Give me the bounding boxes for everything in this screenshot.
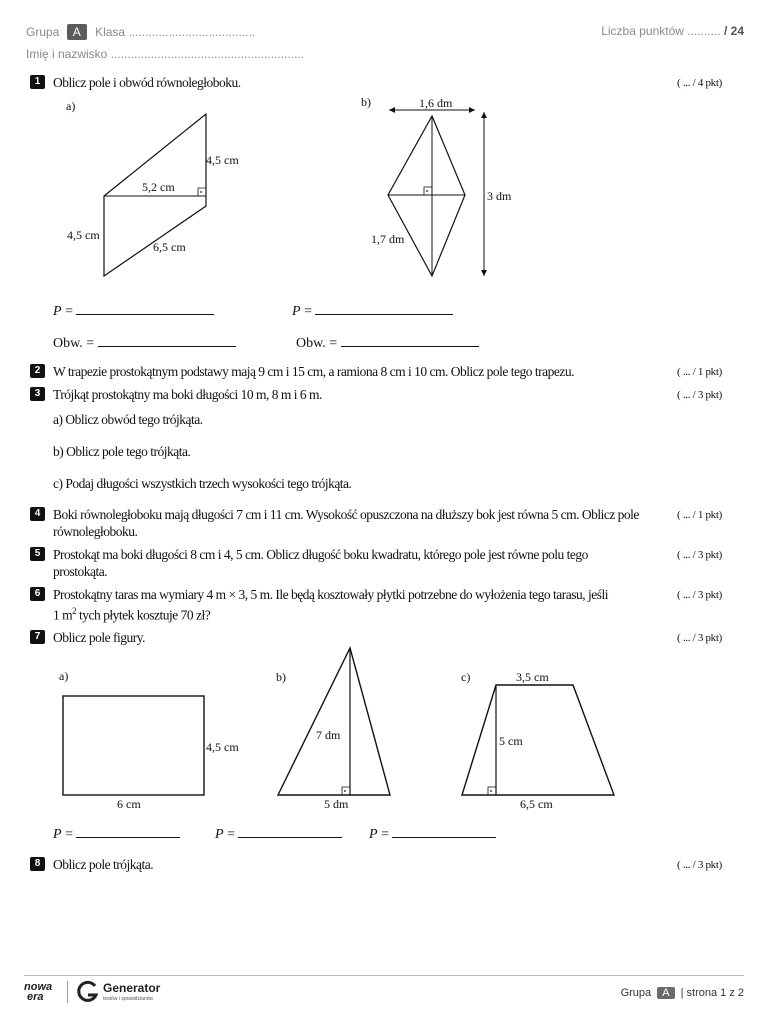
task-points: ( ... / 3 pkt): [677, 589, 722, 601]
task-text: Oblicz pole i obwód równoległoboku.: [53, 75, 241, 90]
trapezoid-figure: [455, 665, 625, 825]
task-number: 2: [30, 364, 45, 378]
label-h: 5 cm: [499, 734, 523, 748]
right-angle-mark: [488, 787, 496, 795]
class-label: Klasa: [95, 25, 126, 39]
task-text-part: 1 m: [53, 607, 73, 623]
logo-divider: [67, 981, 68, 1003]
task-text: Oblicz pole figury.: [53, 630, 145, 645]
task-text: W trapezie prostokątnym podstawy mają 9 cm i 15 cm, a ramiona 8 cm i 10 cm. Oblicz pole tego trapezu.: [53, 364, 574, 379]
task-number: 7: [30, 630, 45, 644]
p-label: P: [369, 827, 378, 842]
label-top: 3,5 cm: [516, 670, 549, 684]
fig-label: a): [66, 99, 76, 113]
answer-field[interactable]: [238, 825, 342, 838]
right-angle-dot: [200, 191, 202, 193]
right-angle-dot: [344, 790, 346, 792]
rhombus-shape: [388, 116, 465, 276]
points-summary: [601, 24, 744, 38]
footer-group-label: Grupa: [620, 987, 652, 999]
triangle-shape: [278, 648, 390, 795]
task-text: Trójkąt prostokątny ma boki długości 10 m, 8 m i 6 m.: [53, 387, 322, 402]
answer-area-a-obw: [53, 334, 236, 352]
p-label: P: [215, 827, 224, 842]
answer-area-a-p: [53, 302, 214, 320]
answer-field[interactable]: [341, 334, 479, 347]
rhombus-figure: [355, 94, 555, 284]
rectangle-shape: [63, 696, 204, 795]
footer-divider: [24, 975, 744, 976]
fig-label: b): [361, 95, 371, 109]
label-top: 1,6 dm: [419, 96, 453, 110]
parallelogram-figure: [60, 96, 260, 286]
answer-field[interactable]: [76, 825, 180, 838]
right-angle-mark: [198, 188, 206, 196]
fig-label: b): [276, 670, 286, 684]
rectangle-figure: [55, 665, 265, 825]
answer-field[interactable]: [392, 825, 496, 838]
label-right: 4,5 cm: [206, 740, 239, 754]
task-points: ( ... / 3 pkt): [677, 859, 722, 871]
group-label: Grupa: [26, 25, 60, 39]
generator-title: Generator: [103, 981, 161, 995]
right-angle-dot: [426, 190, 428, 192]
eq-sign: =: [223, 827, 235, 842]
task-text: Oblicz pole trójkąta.: [53, 857, 154, 872]
superscript: 2: [72, 606, 77, 616]
task-number: 3: [30, 387, 45, 401]
logo-line-2: era: [27, 991, 44, 1003]
class-field[interactable]: ......................................: [128, 25, 256, 39]
p-label: P: [53, 827, 62, 842]
trapezoid-shape: [462, 685, 614, 795]
answer-field[interactable]: [98, 334, 236, 347]
task-3-sub-a: a) Oblicz obwód tego trójkąta.: [53, 412, 203, 427]
points-field[interactable]: ..........: [687, 24, 721, 38]
task-5: [30, 546, 722, 580]
task-4: [30, 506, 722, 540]
label-base: 6,5 cm: [520, 797, 553, 811]
label-d: 5,2 cm: [142, 180, 175, 194]
group-badge: A: [67, 24, 87, 40]
task-3-sub-b: b) Oblicz pole tego trójkąta.: [53, 444, 191, 459]
footer-page-info: [621, 987, 744, 999]
points-separator: /: [723, 24, 728, 38]
fig-label: a): [59, 669, 69, 683]
task-number: 5: [30, 547, 45, 561]
task-1: [30, 74, 722, 91]
right-angle-mark: [342, 787, 350, 795]
task-points: ( ... / 4 pkt): [677, 77, 722, 89]
right-angle-mark: [424, 187, 432, 195]
answer-area-7a: [53, 825, 180, 843]
generator-subtitle: testów i sprawdzianów: [103, 996, 154, 1002]
eq-sign: =: [61, 304, 73, 319]
task-points: ( ... / 1 pkt): [677, 509, 722, 521]
answer-field[interactable]: [315, 302, 453, 315]
task-3-sub-c: c) Podaj długości wszystkich trzech wysokości tego trójkąta.: [53, 476, 352, 491]
nowa-era-logo: [24, 982, 52, 1002]
label-right: 3 dm: [487, 189, 512, 203]
task-text: Boki równoległoboku mają długości 7 cm i 11 cm. Wysokość opuszczona na dłuższy bok jest równa 5 cm. Oblicz pole równoległoboku.: [53, 507, 639, 539]
task-7: [30, 629, 722, 646]
name-field[interactable]: ..........................................................: [110, 47, 305, 61]
obw-label: Obw. =: [53, 336, 95, 351]
points-label: Liczba punktów: [601, 24, 684, 38]
label-bottom: 6 cm: [117, 797, 141, 811]
page-number: | strona 1 z 2: [680, 987, 744, 999]
answer-area-7b: [215, 825, 342, 843]
eq-sign: =: [61, 827, 73, 842]
answer-area-7c: [369, 825, 496, 843]
task-text-part: tych płytek kosztuje 70 zł?: [76, 607, 211, 623]
task-points: ( ... / 3 pkt): [677, 389, 722, 401]
footer-group-badge: A: [657, 987, 674, 999]
task-6: [30, 586, 722, 624]
label-base: 5 dm: [324, 797, 349, 811]
generator-g-icon: [76, 981, 100, 1003]
header-row-1: [26, 24, 255, 40]
right-angle-dot: [490, 790, 492, 792]
task-3: [30, 386, 722, 403]
task-number: 1: [30, 75, 45, 89]
label-side: 4,5 cm: [67, 228, 100, 242]
p-label: P: [53, 304, 62, 319]
points-total: 24: [730, 24, 744, 38]
answer-area-b-obw: [296, 334, 479, 352]
task-8: [30, 856, 722, 873]
task-text: Prostokąt ma boki długości 8 cm i 4, 5 cm. Oblicz długość boku kwadratu, którego pole jest równe polu tego prostokąta.: [53, 547, 588, 579]
task-2: [30, 363, 722, 380]
task-text-part: Prostokątny taras ma wymiary 4 m × 3, 5 m. Ile będą kosztowały płytki potrzebne do wyłożenia tego tarasu, jeśli: [53, 587, 608, 602]
triangle-figure: [270, 645, 440, 825]
fig-label: c): [461, 670, 471, 684]
eq-sign: =: [377, 827, 389, 842]
task-points: ( ... / 3 pkt): [677, 632, 722, 644]
task-points: ( ... / 3 pkt): [677, 549, 722, 561]
task-points: ( ... / 1 pkt): [677, 366, 722, 378]
p-label: P: [292, 304, 301, 319]
task-number: 8: [30, 857, 45, 871]
logo-line-1: nowa: [24, 981, 53, 993]
eq-sign: =: [300, 304, 312, 319]
label-side: 1,7 dm: [371, 232, 405, 246]
header-row-2: [26, 47, 304, 61]
label-h: 7 dm: [316, 728, 341, 742]
answer-area-b-p: [292, 302, 453, 320]
task-number: 6: [30, 587, 45, 601]
obw-label: Obw. =: [296, 336, 338, 351]
answer-field[interactable]: [76, 302, 214, 315]
label-base: 6,5 cm: [153, 240, 186, 254]
task-text: [53, 586, 722, 624]
task-number: 4: [30, 507, 45, 521]
label-h: 4,5 cm: [206, 153, 239, 167]
name-label: Imię i nazwisko: [26, 47, 108, 61]
